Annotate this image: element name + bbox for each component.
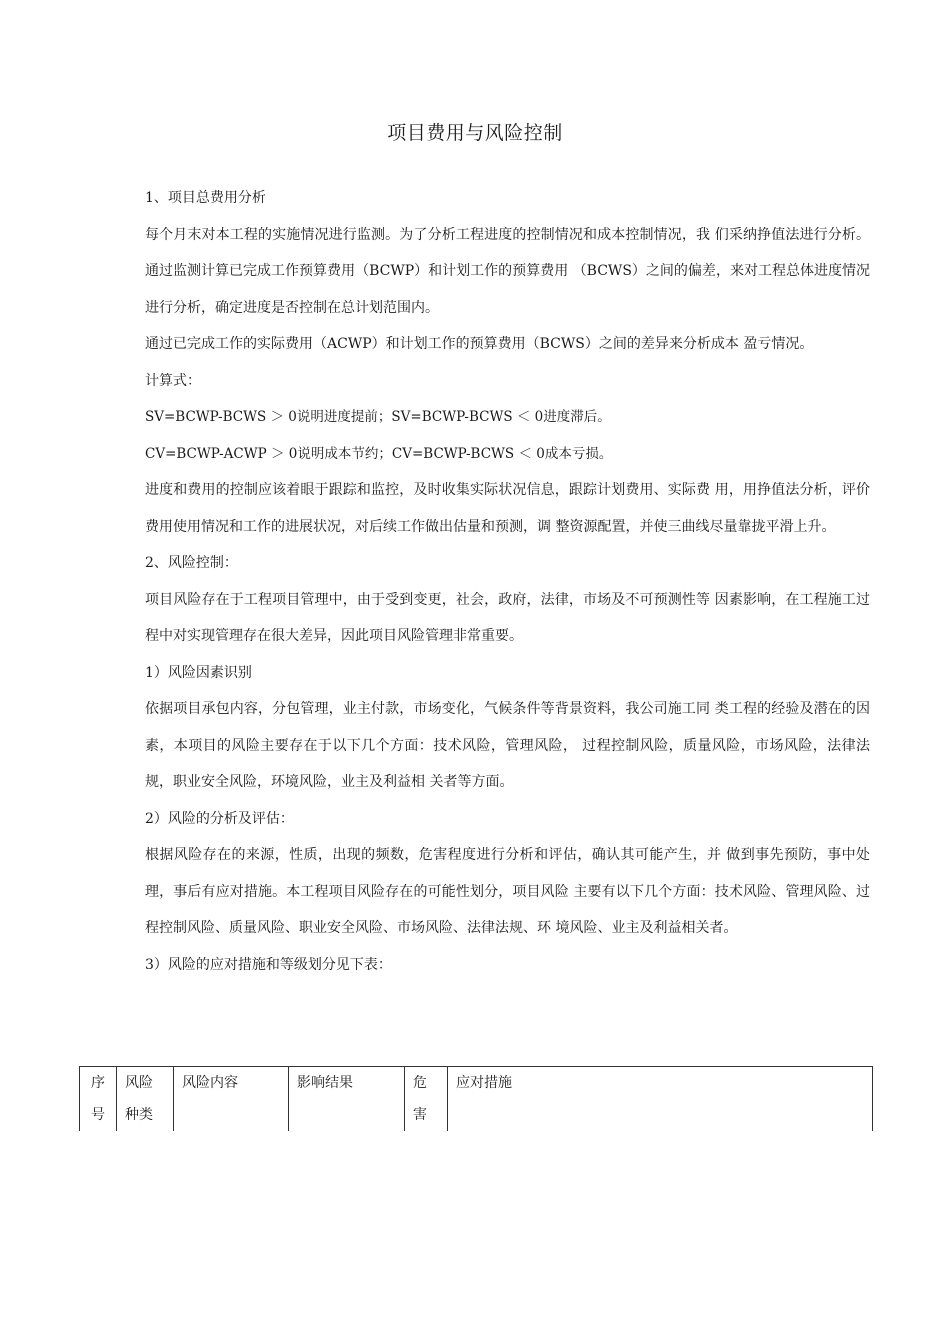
paragraph-cost-variance: 通过已完成工作的实际费用（ACWP）和计划工作的预算费用（BCWS）之间的差异来分析成本 盈亏情况。 (145, 336, 814, 352)
header-cell-response: 应对措施 (448, 1067, 873, 1132)
formula-sv: SV=BCWP-BCWS ＞ 0说明进度提前；SV=BCWP-BCWS ＜ 0进度滞后。 (145, 409, 611, 425)
subheading-risk-analysis: 2）风险的分析及评估： (145, 810, 294, 827)
header-cell-risk-type: 风险 种类 (117, 1067, 174, 1132)
header-cell-serial: 序 号 (80, 1067, 117, 1132)
formula-label: 计算式： (145, 372, 201, 389)
formula-cv: CV=BCWP-ACWP ＞ 0说明成本节约；CV=BCWP-BCWS ＜ 0成本亏损。 (145, 445, 613, 462)
subheading-risk-response: 3）风险的应对措施和等级划分见下表： (145, 956, 392, 973)
document-title: 项目费用与风险控制 (387, 122, 563, 144)
header-cell-hazard: 危 害 (405, 1067, 448, 1132)
paragraph-risk-identification: 依据项目承包内容，分包管理，业主付款，市场变化，气候条件等背景资料，我公司施工同 类工程的经验及潜在的因素，本项目的风险主要存在于以下几个方面：技术风险，管理风险， 过程控制风险，质量风险，市场风险，法律法规，职业安全风险，环境风险，业主及利益相 关者等方面。 (145, 701, 870, 790)
paragraph-risk-overview: 项目风险存在于工程项目管理中，由于受到变更，社会，政府，法律，市场及不可预测性等 因素影响，在工程施工过程中对实现管理存在很大差异，因此项目风险管理非常重要。 (145, 591, 870, 644)
header-cell-risk-content: 风险内容 (174, 1067, 289, 1132)
paragraph-risk-analysis: 根据风险存在的来源，性质，出现的频数，危害程度进行分析和评估，确认其可能产生，并 做到事先预防，事中处理，事后有应对措施。本工程项目风险存在的可能性划分，项目风险 主要有以下几个方面：技术风险、管理风险、过程控制风险、质量风险、职业安全风险、市场风险、法律法规、环 境风险、业主及利益相关者。 (145, 847, 870, 936)
paragraph-control-focus: 进度和费用的控制应该着眼于跟踪和监控，及时收集实际状况信息，跟踪计划费用、实际费 用，用挣值法分析，评价费用使用情况和工作的进展状况，对后续工作做出估量和预测，调 整资源配置，并使三曲线尽量靠拢平滑上升。 (145, 482, 870, 535)
subheading-risk-identification: 1）风险因素识别 (145, 664, 252, 681)
document-body (145, 180, 870, 983)
section-heading-cost-analysis: 1、项目总费用分析 (145, 190, 266, 206)
header-cell-impact: 影响结果 (289, 1067, 405, 1132)
section-heading-risk-control: 2、风险控制： (145, 555, 238, 571)
table-header-row (80, 1067, 873, 1132)
risk-table (79, 1066, 873, 1131)
paragraph-earned-value-method: 每个月末对本工程的实施情况进行监测。为了分析工程进度的控制情况和成本控制情况，我 们采纳挣值法进行分析。通过监测计算已完成工作预算费用（BCWP）和计划工作的预算费用 （BCWS）之间的偏差，来对工程总体进度情况进行分析，确定进度是否控制在总计划范围内。 (145, 226, 870, 316)
